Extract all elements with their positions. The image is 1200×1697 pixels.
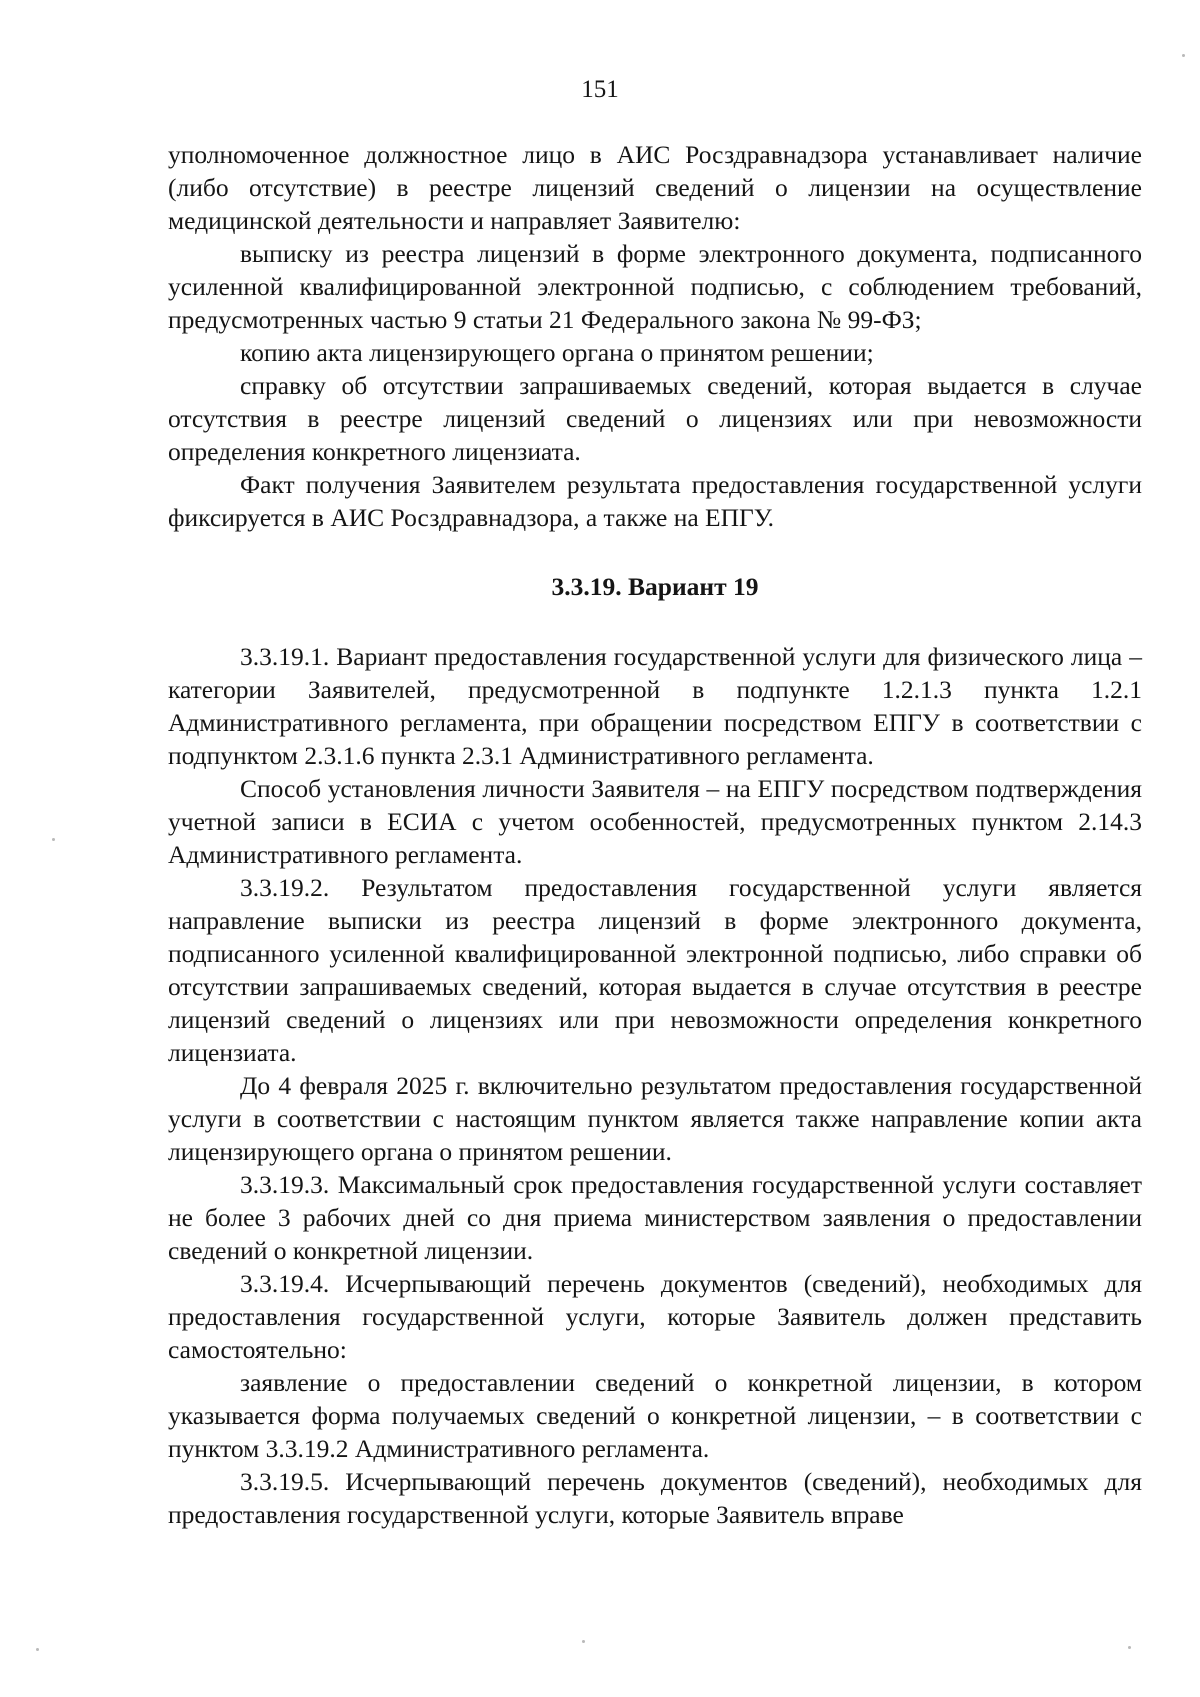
document-body <box>168 138 1142 1531</box>
paragraph: уполномоченное должностное лицо в АИС Росздравнадзора устанавливает наличие (либо отсутствие) в реестре лицензий сведений о лицензии на осуществление медицинской деятельности и направляет Заявителю: <box>168 140 1142 235</box>
section-heading: 3.3.19. Вариант 19 <box>551 572 759 601</box>
paragraph: До 4 февраля 2025 г. включительно результатом предоставления государственной услуги в соответствии с настоящим пунктом является также направление копии акта лицензирующего органа о принятом решении. <box>168 1071 1142 1166</box>
paragraph: Факт получения Заявителем результата предоставления государственной услуги фиксируется в АИС Росздравнадзора, а также на ЕПГУ. <box>168 470 1142 532</box>
paragraph: Способ установления личности Заявителя – на ЕПГУ посредством подтверждения учетной записи в ЕСИА с учетом особенностей, предусмотренных пунктом 2.14.3 Административного регламента. <box>168 774 1142 869</box>
paragraph: выписку из реестра лицензий в форме электронного документа, подписанного усиленной квалифицированной электронной подписью, с соблюдением требований, предусмотренных частью 9 статьи 21 Федерального закона № 99-ФЗ; <box>168 239 1142 334</box>
paragraph: 3.3.19.5. Исчерпывающий перечень документов (сведений), необходимых для предоставления государственной услуги, которые Заявитель вправе <box>168 1467 1142 1529</box>
scan-speck <box>36 1648 39 1651</box>
paragraph: заявление о предоставлении сведений о конкретной лицензии, в котором указывается форма получаемых сведений о конкретной лицензии, – в соответствии с пунктом 3.3.19.2 Административного регламента. <box>168 1368 1142 1463</box>
paragraph: 3.3.19.4. Исчерпывающий перечень документов (сведений), необходимых для предоставления государственной услуги, которые Заявитель должен представить самостоятельно: <box>168 1269 1142 1364</box>
page-number: 151 <box>581 76 619 103</box>
scan-speck <box>52 838 55 841</box>
scan-speck <box>1182 54 1185 57</box>
paragraph: 3.3.19.2. Результатом предоставления государственной услуги является направление выписки из реестра лицензий в форме электронного документа, подписанного усиленной квалифицированной электронной подписью, либо справки об отсутствии запрашиваемых сведений, которая выдается в случае отсутствия в реестре лицензий сведений о лицензиях или при невозможности определения конкретного лицензиата. <box>168 873 1142 1067</box>
paragraph: 3.3.19.3. Максимальный срок предоставления государственной услуги составляет не более 3 рабочих дней со дня приема министерством заявления о предоставлении сведений о конкретной лицензии. <box>168 1170 1142 1265</box>
scan-speck <box>582 1640 585 1643</box>
paragraph: справку об отсутствии запрашиваемых сведений, которая выдается в случае отсутствия в реестре лицензий сведений о лицензиях или при невозможности определения конкретного лицензиата. <box>168 371 1142 466</box>
paragraph: копию акта лицензирующего органа о принятом решении; <box>240 338 874 367</box>
scan-speck <box>1128 1646 1131 1649</box>
paragraph: 3.3.19.1. Вариант предоставления государственной услуги для физического лица – категории Заявителей, предусмотренной в подпункте 1.2.1.3 пункта 1.2.1 Административного регламента, при обращении посредством ЕПГУ в соответствии с подпунктом 2.3.1.6 пункта 2.3.1 Административного регламента. <box>168 642 1142 770</box>
